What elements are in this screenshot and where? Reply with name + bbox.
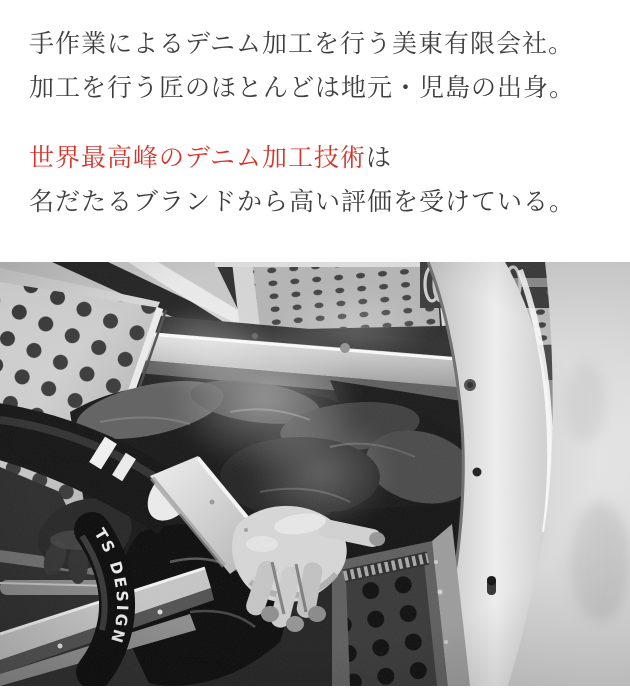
photo-finish xyxy=(0,262,630,686)
intro-line-2: 加工を行う匠のほとんどは地元・児島の出身。 xyxy=(29,74,576,102)
process-photo xyxy=(0,262,630,686)
intro-line-3-highlight: 世界最高峰のデニム加工技術 xyxy=(29,144,367,172)
intro-line-4: 名だたるブランドから高い評価を受けている。 xyxy=(29,188,576,216)
intro-line-3-rest: は xyxy=(366,144,393,172)
intro-text xyxy=(29,22,610,224)
intro-line-1: 手作業によるデニム加工を行う美東有限会社。 xyxy=(29,30,575,58)
intro-line-3 xyxy=(29,136,610,180)
